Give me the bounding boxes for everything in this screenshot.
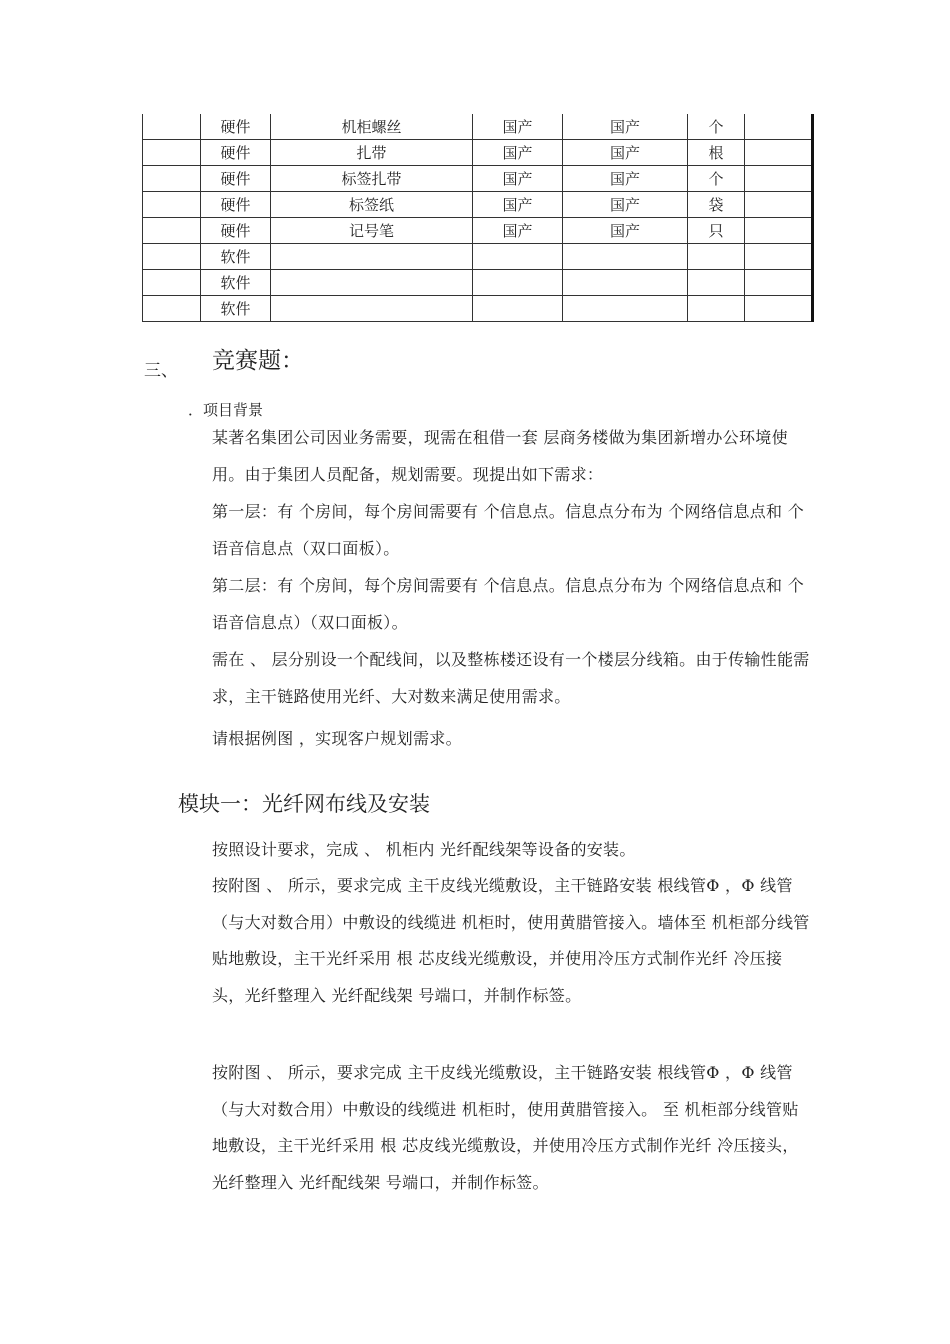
table-cell	[143, 114, 201, 140]
table-cell	[745, 218, 813, 244]
table-cell: 国产	[563, 114, 688, 140]
table-cell: 扎带	[271, 140, 473, 166]
table-cell	[745, 114, 813, 140]
module-paragraph: 按附图 、 所示，要求完成 主干皮线光缆敷设，主干链路安装 根线管Φ ，Φ 线管（与大对数合用）中敷设的线缆进 机柜时，使用黄腊管接入。墙体至 机柜部分线管贴地敷设，主干光纤采用 根 芯皮线光缆敷设，并使用冷压方式制作光纤 冷压接头，光纤整理入 光纤配线架 号端口，并制作标签。	[212, 876, 810, 1005]
table-row	[143, 166, 813, 192]
module-paragraph: 按照设计要求，完成 、 机柜内 光纤配线架等设备的安装。	[212, 840, 636, 859]
table-cell: 个	[688, 114, 745, 140]
table-cell	[143, 166, 201, 192]
table-cell: 标签纸	[271, 192, 473, 218]
table-cell: 软件	[201, 296, 271, 322]
table-cell: 硬件	[201, 218, 271, 244]
table-cell	[271, 244, 473, 270]
background-heading: ．项目背景	[188, 401, 264, 419]
table-cell	[688, 270, 745, 296]
table-cell	[143, 270, 201, 296]
table-cell	[473, 244, 563, 270]
table-cell: 记号笔	[271, 218, 473, 244]
background-paragraph: 需在 、 层分别设一个配线间，以及整栋楼还设有一个楼层分线箱。由于传输性能需求，主干链路使用光纤、大对数来满足使用需求。	[212, 650, 810, 706]
table-cell	[271, 296, 473, 322]
table-cell	[143, 244, 201, 270]
table-cell	[271, 270, 473, 296]
table-cell	[473, 296, 563, 322]
background-paragraph: 请根据例图 ，实现客户规划需求。	[212, 729, 462, 748]
background-paragraph: 第二层：有 个房间，每个房间需要有 个信息点。信息点分布为 个网络信息点和 个语音信息点）（双口面板）。	[212, 576, 805, 632]
table-cell: 国产	[473, 114, 563, 140]
table-cell	[745, 140, 813, 166]
table-cell: 国产	[473, 218, 563, 244]
table-cell: 硬件	[201, 140, 271, 166]
materials-table-body	[143, 114, 813, 322]
table-row	[143, 218, 813, 244]
section-number: 三、	[144, 361, 178, 381]
table-cell	[143, 192, 201, 218]
table-row	[143, 192, 813, 218]
table-cell: 个	[688, 166, 745, 192]
table-cell: 只	[688, 218, 745, 244]
table-row	[143, 114, 813, 140]
table-cell: 机柜螺丝	[271, 114, 473, 140]
table-cell: 硬件	[201, 114, 271, 140]
materials-table	[142, 114, 814, 322]
background-paragraph: 第一层：有 个房间，每个房间需要有 个信息点。信息点分布为 个网络信息点和 个语音信息点（双口面板）。	[212, 502, 805, 558]
section-title: 竞赛题：	[212, 348, 304, 374]
table-cell	[688, 296, 745, 322]
table-cell	[745, 192, 813, 218]
background-paragraph: 某著名集团公司因业务需要，现需在租借一套 层商务楼做为集团新增办公环境使用。由于集团人员配备，规划需要。现提出如下需求：	[212, 428, 788, 484]
table-cell: 国产	[563, 140, 688, 166]
module-paragraph: 按附图 、 所示，要求完成 主干皮线光缆敷设，主干链路安装 根线管Φ ，Φ 线管（与大对数合用）中敷设的线缆进 机柜时，使用黄腊管接入。 至 机柜部分线管贴地敷设，主干光纤采用 根 芯皮线光缆敷设，并使用冷压方式制作光纤 冷压接头，光纤整理入 光纤配线架 号端口，并制作标签。	[212, 1063, 799, 1192]
table-row	[143, 296, 813, 322]
table-cell	[143, 218, 201, 244]
table-cell: 国产	[563, 218, 688, 244]
table-cell	[745, 166, 813, 192]
table-cell: 国产	[563, 192, 688, 218]
table-cell: 国产	[563, 166, 688, 192]
table-cell: 硬件	[201, 166, 271, 192]
table-cell: 根	[688, 140, 745, 166]
table-cell: 软件	[201, 270, 271, 296]
table-cell	[745, 296, 813, 322]
table-row	[143, 140, 813, 166]
table-cell: 国产	[473, 140, 563, 166]
module-title: 模块一：光纤网布线及安装	[178, 792, 430, 816]
table-cell	[688, 244, 745, 270]
table-cell: 国产	[473, 192, 563, 218]
table-cell	[745, 270, 813, 296]
table-cell: 标签扎带	[271, 166, 473, 192]
table-cell	[143, 140, 201, 166]
table-cell	[563, 270, 688, 296]
table-cell	[143, 296, 201, 322]
table-cell: 软件	[201, 244, 271, 270]
table-cell: 袋	[688, 192, 745, 218]
table-cell: 硬件	[201, 192, 271, 218]
table-cell	[563, 296, 688, 322]
table-cell	[473, 270, 563, 296]
table-cell: 国产	[473, 166, 563, 192]
table-row	[143, 244, 813, 270]
table-cell	[563, 244, 688, 270]
table-cell	[745, 244, 813, 270]
table-row	[143, 270, 813, 296]
